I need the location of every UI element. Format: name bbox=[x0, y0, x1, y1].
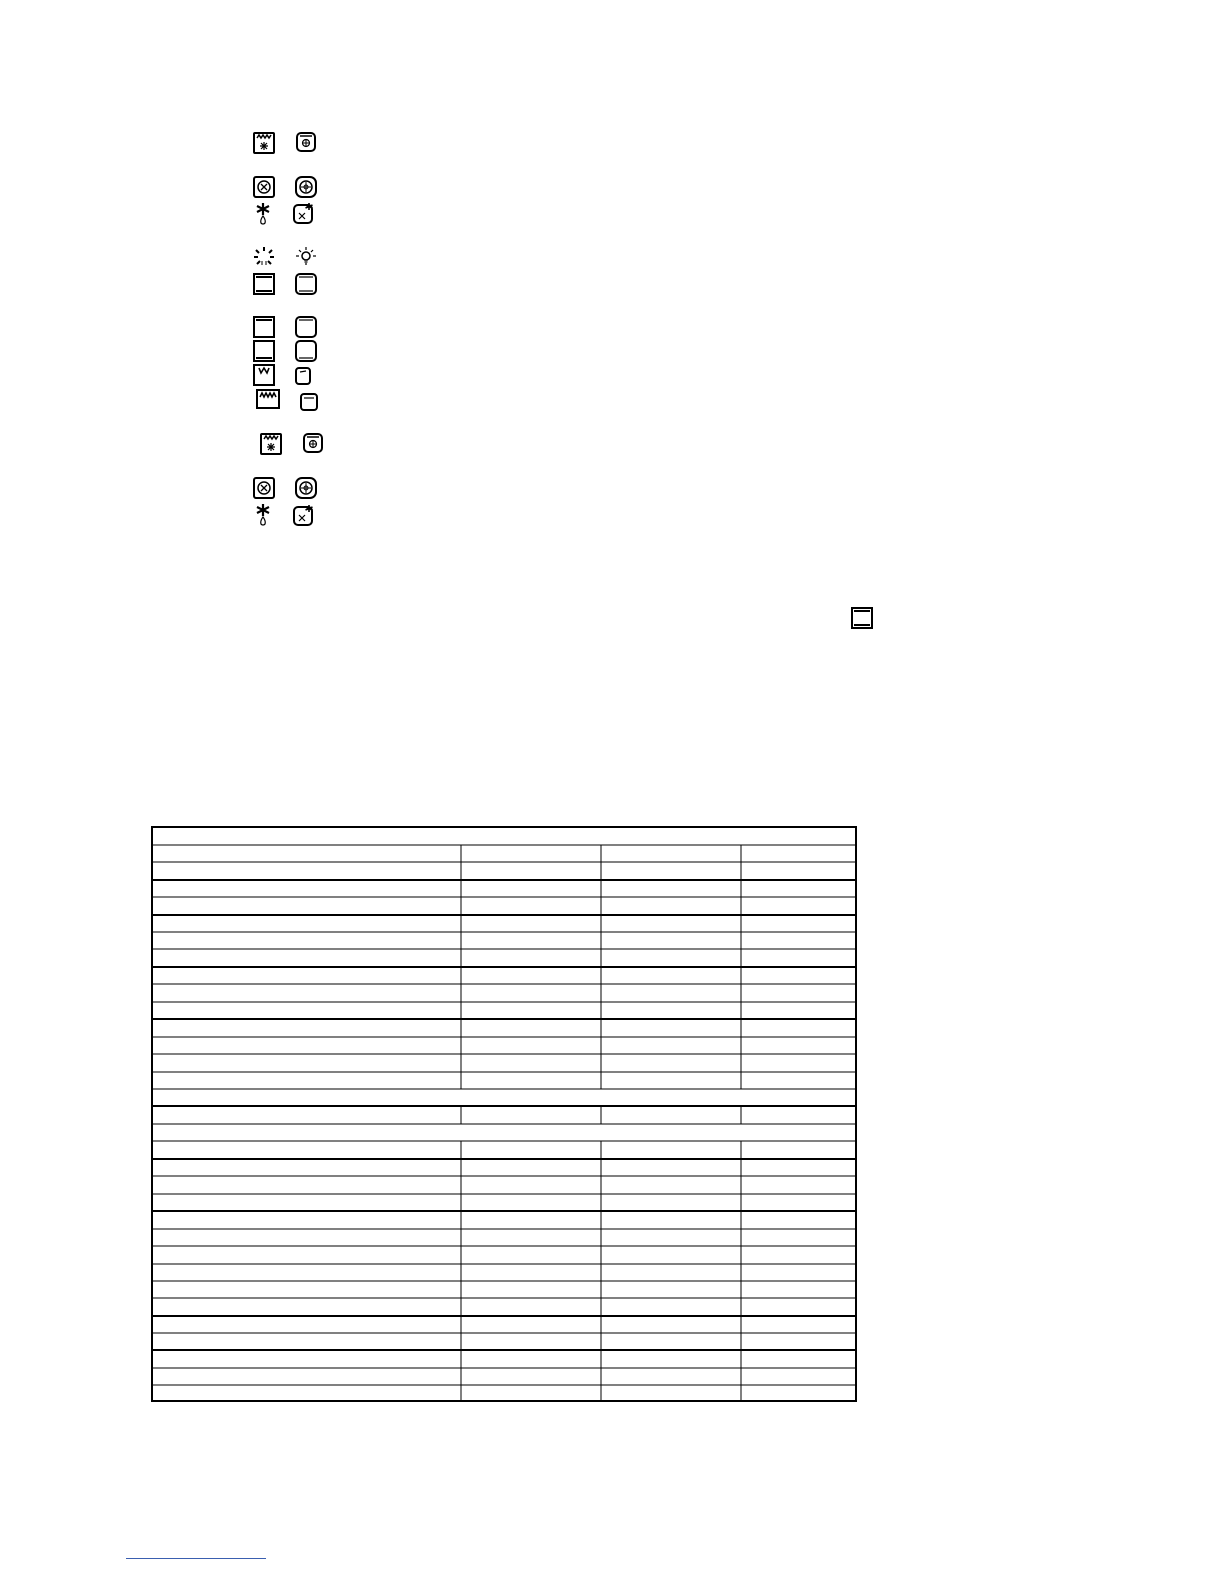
top-bottom-heat-icon bbox=[851, 607, 873, 629]
fan-circle-icon bbox=[295, 477, 317, 499]
settings-table bbox=[151, 826, 857, 1402]
lightbulb-icon bbox=[295, 246, 317, 268]
fan-circle-icon bbox=[295, 176, 317, 198]
top-fan-display-icon bbox=[303, 433, 323, 453]
footnote-rule bbox=[126, 1558, 266, 1559]
small-grill-icon bbox=[253, 364, 275, 386]
top-heat-fan-icon bbox=[260, 433, 282, 455]
fan-ring-icon bbox=[253, 477, 275, 499]
top-heat-icon bbox=[253, 316, 275, 338]
bottom-heat-icon bbox=[253, 340, 275, 362]
top-fan-display-icon bbox=[296, 132, 316, 152]
top-heat-fan-icon bbox=[253, 132, 275, 154]
top-bottom-heat-icon bbox=[253, 273, 275, 295]
rounded-oven-icon bbox=[295, 273, 317, 295]
rounded-oven-bottom-icon bbox=[295, 340, 317, 362]
rounded-oven-top-icon bbox=[295, 316, 317, 338]
light-rays-icon bbox=[253, 246, 275, 268]
fan-defrost-icon bbox=[293, 504, 315, 526]
fan-defrost-icon bbox=[293, 202, 315, 224]
small-grill-display-icon bbox=[300, 393, 318, 411]
full-grill-icon bbox=[256, 389, 280, 409]
defrost-icon bbox=[254, 202, 272, 226]
small-rounded-oven-icon bbox=[295, 367, 311, 385]
fan-ring-icon bbox=[253, 176, 275, 198]
table-grid bbox=[153, 828, 855, 1400]
defrost-icon bbox=[254, 503, 272, 527]
